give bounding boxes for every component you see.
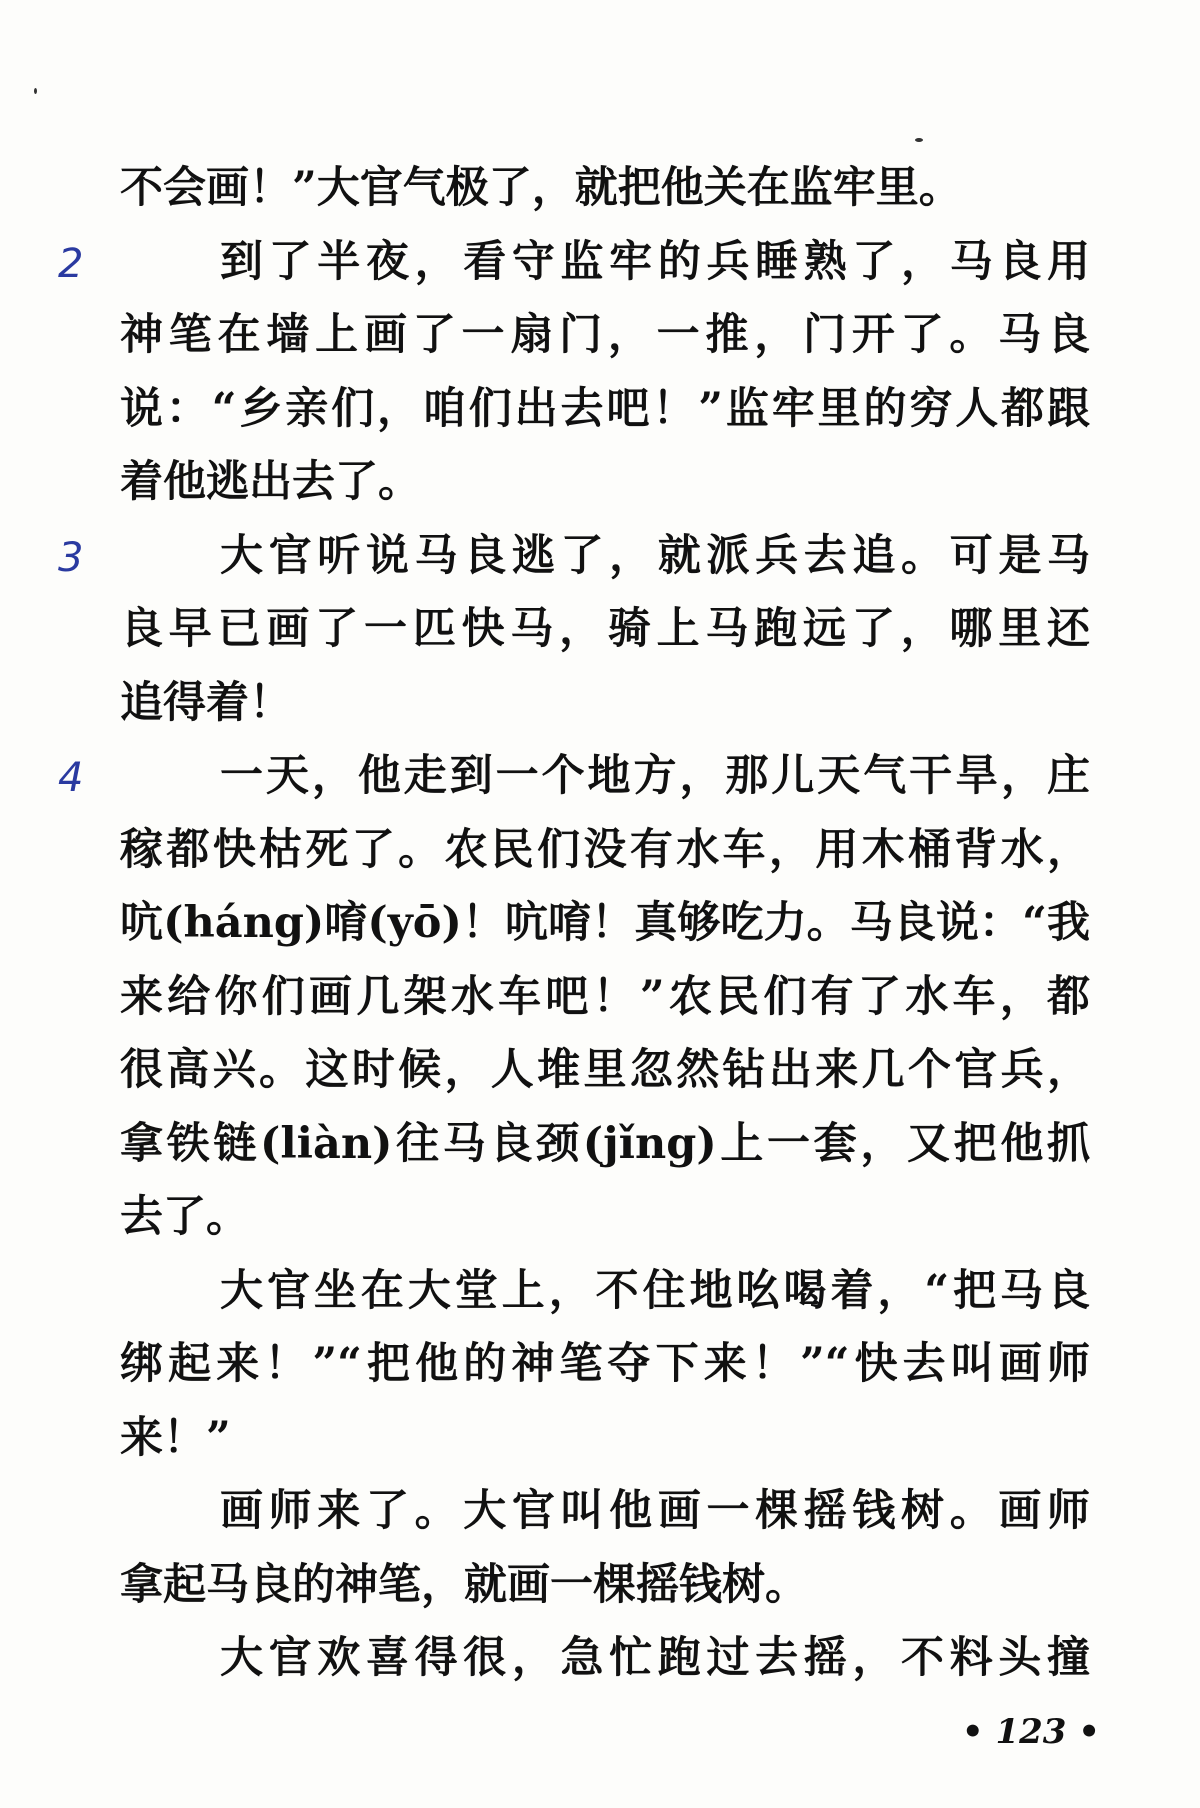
text-line: 大官听说马良逃了，就派兵去追。可是马 <box>220 530 1090 581</box>
text-line: 着他逃出去了。 <box>120 457 421 507</box>
scan-speck <box>915 138 923 142</box>
text-line: 画师来了。大官叫他画一棵摇钱树。画师 <box>220 1486 1090 1536</box>
text-line: 神笔在墙上画了一扇门，一推，门开了。马良 <box>120 310 1090 360</box>
text-line: 良早已画了一匹快马，骑上马跑远了，哪里还 <box>120 604 1090 654</box>
text-line: 说：“乡亲们，咱们出去吧！”监牢里的穷人都跟 <box>120 383 1090 434</box>
text-line: 很高兴。这时候，人堆里忽然钻出来几个官兵， <box>120 1045 1090 1095</box>
text-line: 吭(háng)唷(yō)！吭唷！真够吃力。马良说：“我 <box>120 898 1090 948</box>
text-line: 去了。 <box>120 1192 249 1242</box>
text-line: 大官欢喜得很，急忙跑过去摇，不料头撞 <box>220 1633 1090 1683</box>
text-line: 绑起来！”“把他的神笔夺下来！”“快去叫画师 <box>120 1339 1090 1389</box>
text-line: 来给你们画几架水车吧！”农民们有了水车，都 <box>120 971 1090 1022</box>
handwritten-mark: 4 <box>58 755 84 801</box>
text-line: 不会画！”大官气极了，就把他关在监牢里。 <box>120 163 962 213</box>
body-text <box>120 152 1090 1696</box>
text-line: 一天，他走到一个地方，那儿天气干旱，庄 <box>220 751 1090 801</box>
text-line: 稼都快枯死了。农民们没有水车，用木桶背水， <box>120 824 1090 875</box>
text-line: 来！” <box>120 1412 231 1463</box>
handwritten-mark: 3 <box>58 535 84 581</box>
text-line: 追得着！ <box>120 677 292 728</box>
text-line: 拿起马良的神笔，就画一棵摇钱树。 <box>120 1559 808 1610</box>
text-line: 拿铁链(liàn)往马良颈(jǐng)上一套，又把他抓 <box>120 1118 1090 1169</box>
page-number: • 123 • <box>961 1712 1100 1752</box>
scan-speck <box>34 88 37 94</box>
text-line: 大官坐在大堂上，不住地吆喝着，“把马良 <box>220 1265 1090 1316</box>
text-line: 到了半夜，看守监牢的兵睡熟了，马良用 <box>220 236 1090 287</box>
handwritten-mark: 2 <box>58 241 84 287</box>
